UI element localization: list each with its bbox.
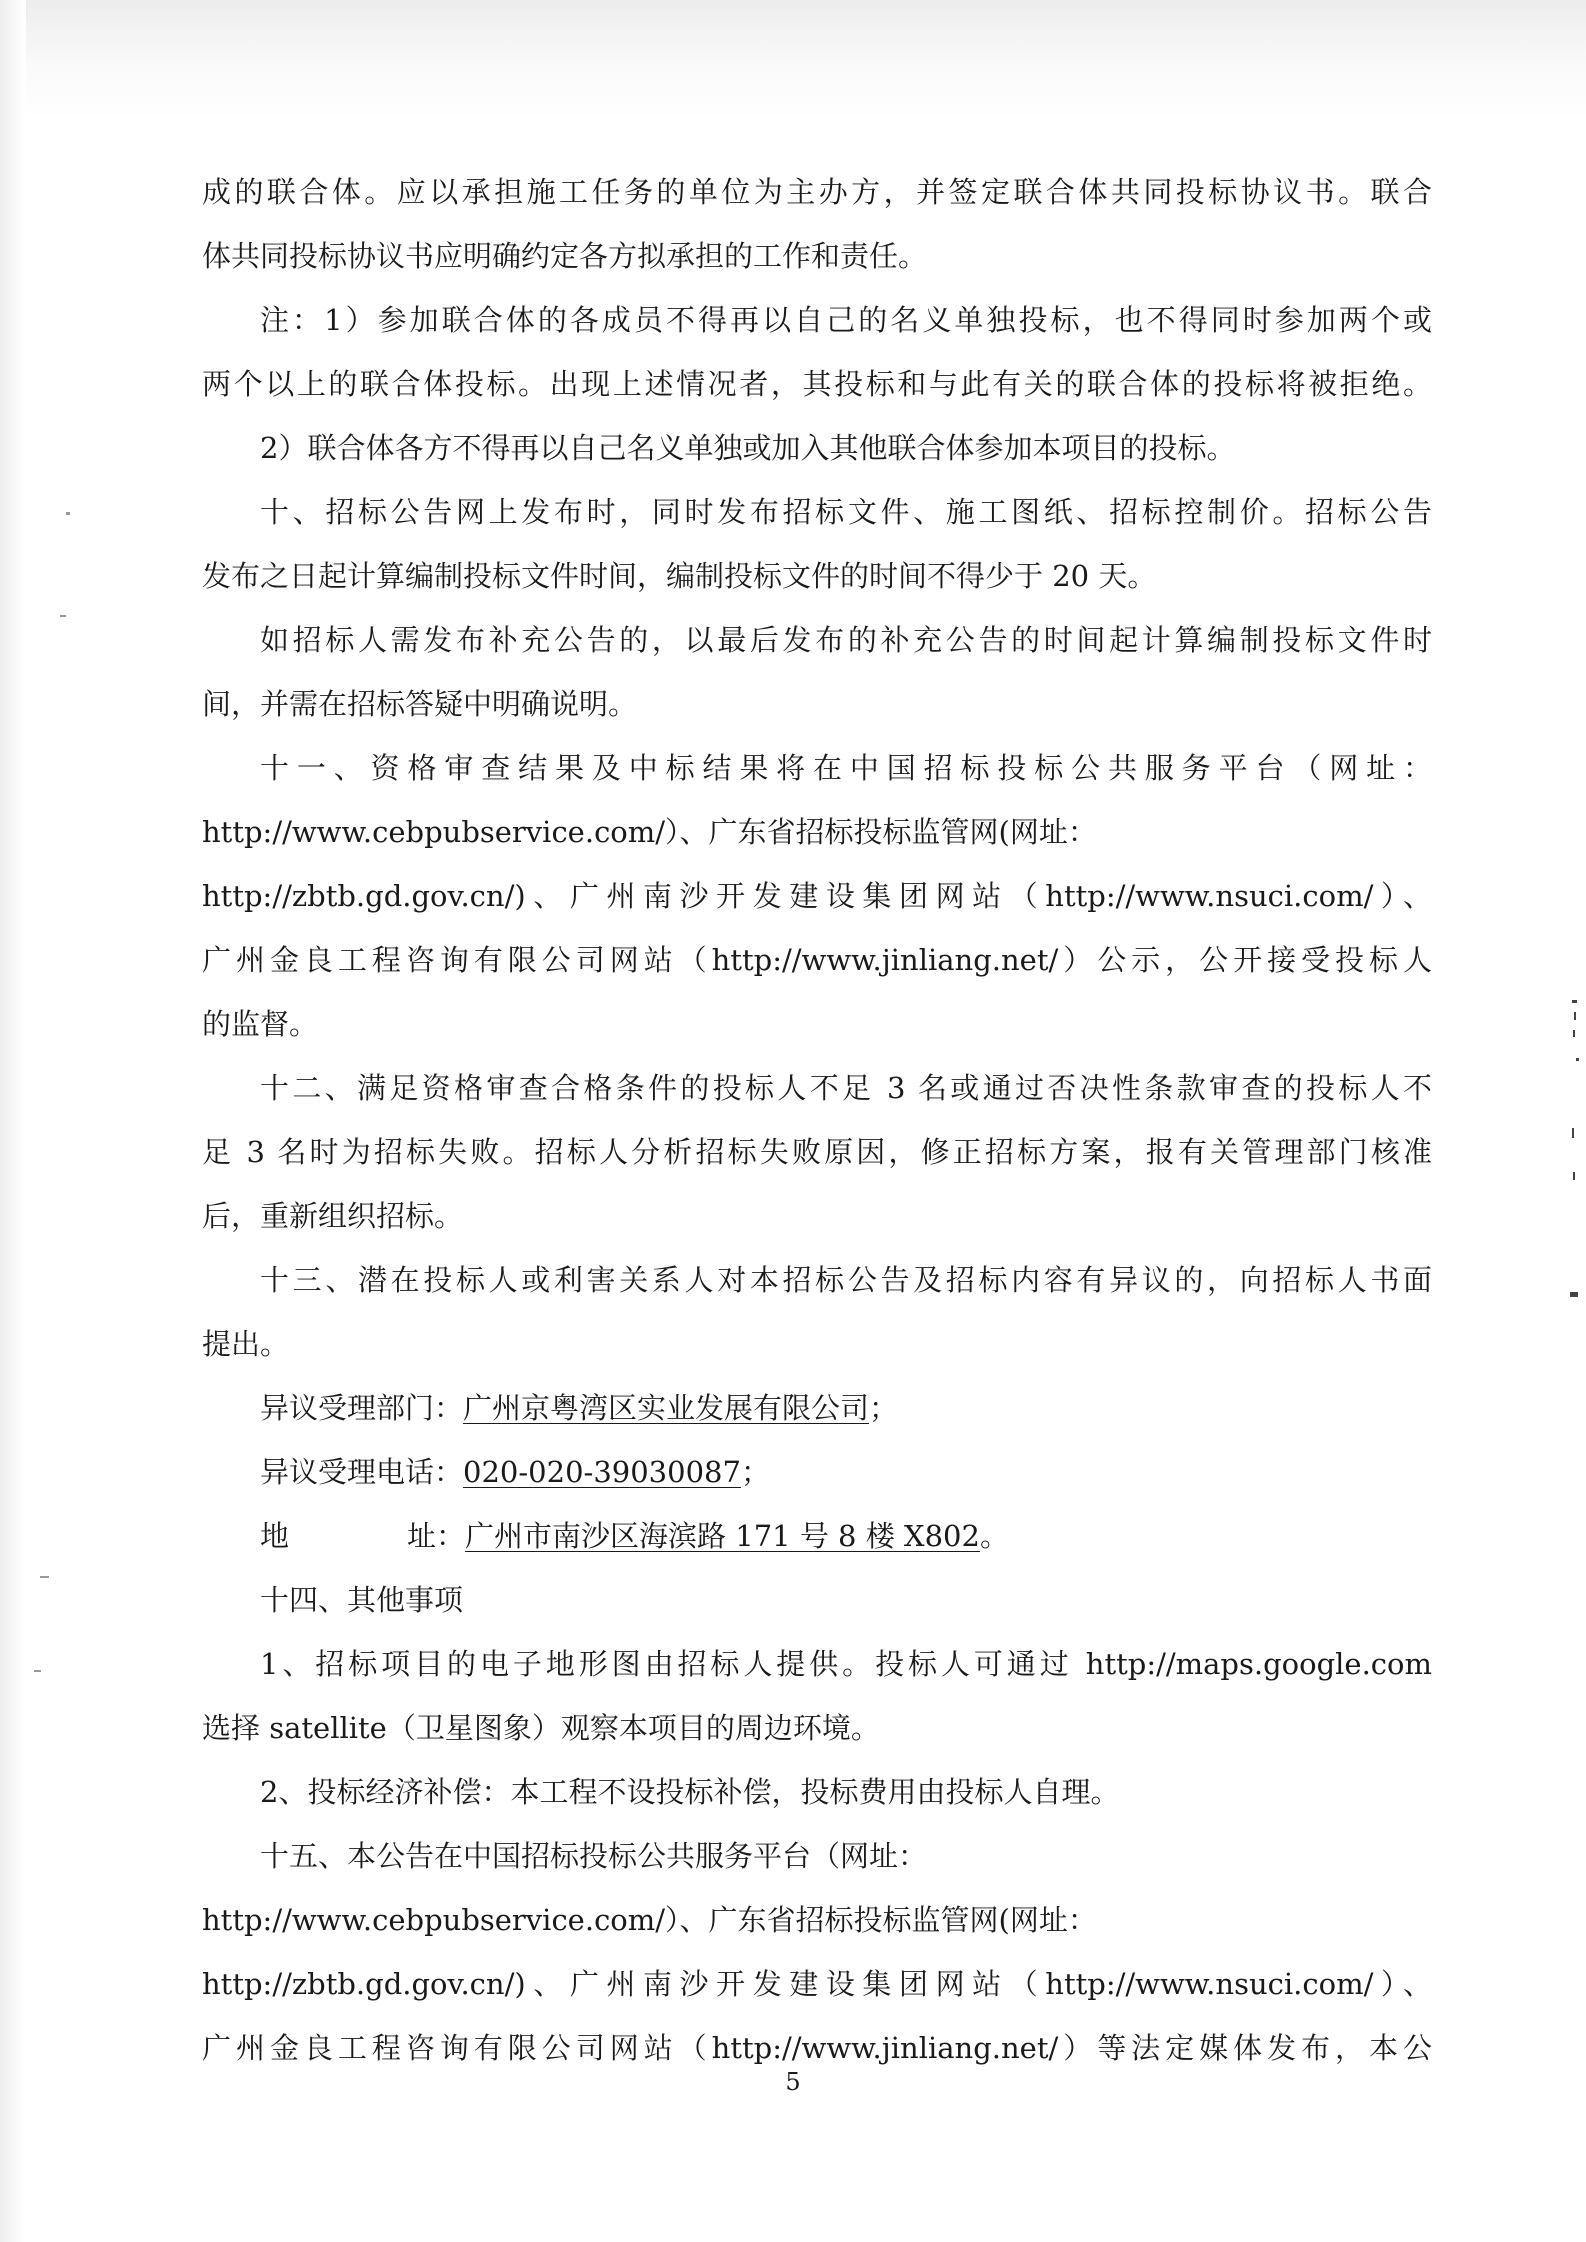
text-line: 2）联合体各方不得再以自己名义单独或加入其他联合体参加本项目的投标。 [260,431,1236,465]
document-body [202,160,1432,2080]
text-line: 注：1）参加联合体的各成员不得再以自己的名义单独投标，也不得同时参加两个或 [260,303,1432,337]
text-line: http://www.cebpubservice.com/）、广东省招标投标监管网(网址： [202,1903,1097,1937]
objection-dept-value: 广州京粤湾区实业发展有限公司 [463,1391,870,1425]
scan-speck [1573,1030,1575,1037]
text-line: 十五、本公告在中国招标投标公共服务平台（网址： [260,1839,928,1873]
scan-speck [1570,1292,1578,1297]
text-line: 提出。 [202,1327,290,1361]
text-line: 2、投标经济补偿：本工程不设投标补偿，投标费用由投标人自理。 [260,1775,1120,1809]
scan-speck [60,615,66,617]
text-line: 后，重新组织招标。 [202,1199,464,1233]
text-line: 十三、潜在投标人或利害关系人对本招标公告及招标内容有异议的，向招标人书面 [260,1263,1432,1297]
objection-dept-end: ； [869,1391,899,1425]
text-line: 如招标人需发布补充公告的，以最后发布的补充公告的时间起计算编制投标文件时 [260,623,1432,657]
text-line: 体共同投标协议书应明确约定各方拟承担的工作和责任。 [202,239,928,273]
text-line: 的监督。 [202,1007,319,1041]
address-label-part2: 址： [407,1519,466,1553]
objection-phone-label: 异议受理电话： [260,1455,464,1489]
objection-address-line [202,1504,1432,1568]
text-line: 两个以上的联合体投标。出现上述情况者，其投标和与此有关的联合体的投标将被拒绝。 [202,367,1432,401]
objection-phone-value: 020-020-39030087 [463,1455,741,1489]
text-line: 十四、其他事项 [260,1583,464,1617]
address-end: 。 [979,1519,1009,1553]
text-line: 十、招标公告网上发布时，同时发布招标文件、施工图纸、招标控制价。招标公告 [260,495,1432,529]
text-line: 1、招标项目的电子地形图由招标人提供。投标人可通过 http://maps.google.com [260,1647,1432,1681]
text-line: 发布之日起计算编制投标文件时间，编制投标文件的时间不得少于 20 天。 [202,559,1157,593]
scan-speck [1574,1012,1576,1020]
objection-phone-end: ； [740,1455,770,1489]
scan-speck [66,512,70,515]
address-label-part1: 地 [260,1519,290,1553]
scan-speck [34,1670,41,1672]
text-line: http://zbtb.gd.gov.cn/)、广州南沙开发建设集团网站（http://www.nsuci.com/）、 [202,879,1432,913]
text-line: 足 3 名时为招标失败。招标人分析招标失败原因，修正招标方案，报有关管理部门核准 [202,1135,1432,1169]
text-line: 十二、满足资格审查合格条件的投标人不足 3 名或通过否决性条款审查的投标人不 [260,1071,1432,1105]
scan-speck [1572,1000,1577,1003]
text-line: 选择 satellite（卫星图象）观察本项目的周边环境。 [202,1711,880,1745]
scan-speck [1572,1128,1574,1138]
text-line: 间，并需在招标答疑中明确说明。 [202,687,638,721]
scan-shadow-left [0,0,26,2242]
text-line: http://www.cebpubservice.com/）、广东省招标投标监管网(网址： [202,815,1097,849]
address-value: 广州市南沙区海滨路 171 号 8 楼 X802 [465,1519,980,1553]
text-line: 十一、资格审查结果及中标结果将在中国招标投标公共服务平台（网址： [260,751,1432,785]
scan-shadow-top [0,0,1586,120]
objection-phone-line [202,1440,1432,1504]
text-line: 广州金良工程咨询有限公司网站（http://www.jinliang.net/）公示，公开接受投标人 [202,943,1432,977]
text-line: http://zbtb.gd.gov.cn/)、广州南沙开发建设集团网站（http://www.nsuci.com/）、 [202,1967,1432,2001]
scan-speck [1573,1172,1575,1180]
page-number: 5 [785,2068,801,2096]
scan-speck [1576,1058,1579,1061]
text-line: 成的联合体。应以承担施工任务的单位为主办方，并签定联合体共同投标协议书。联合 [202,175,1432,209]
objection-dept-label: 异议受理部门： [260,1391,464,1425]
scan-speck [40,1576,49,1578]
objection-dept-line [202,1376,1432,1440]
text-line: 广州金良工程咨询有限公司网站（http://www.jinliang.net/）等法定媒体发布，本公 [202,2031,1432,2065]
